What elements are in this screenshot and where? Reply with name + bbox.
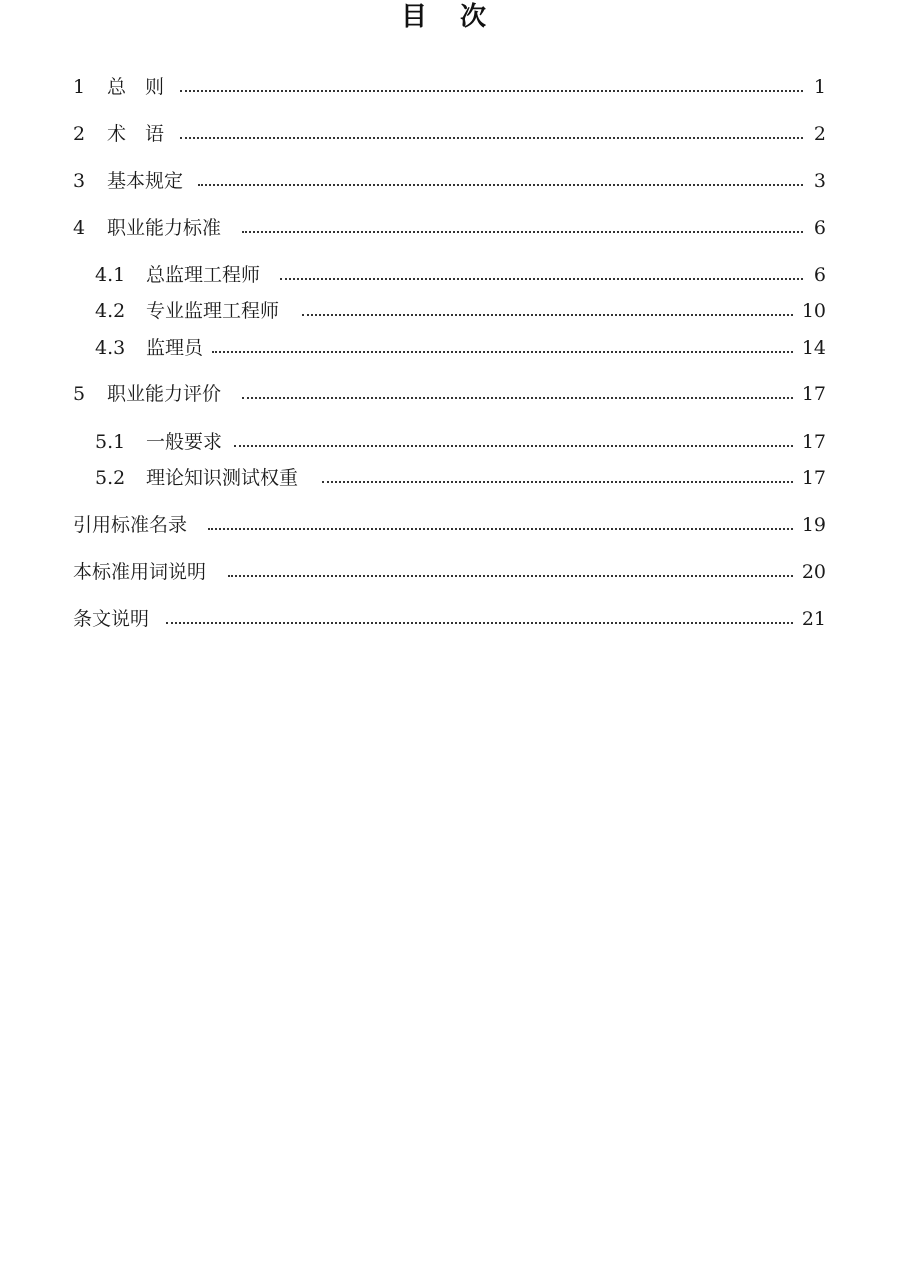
toc-leader-dots [166,622,793,624]
toc-leader-dots [228,575,793,577]
toc-entry-number: 5.1 [95,431,126,453]
toc-entry-title: 基本规定 [107,170,184,192]
toc-entry-page: 17 [801,467,826,489]
page-title: 目 次 [400,2,499,32]
toc-entry-page: 6 [813,264,826,286]
toc-entry-number: 5.2 [95,467,126,489]
toc-leader-dots [302,314,793,316]
toc-leader-dots [234,445,793,447]
toc-leader-dots [198,184,803,186]
toc-entry-number: 5 [73,383,86,405]
toc-entry-number: 3 [73,170,86,192]
toc-entry-number: 4.1 [95,264,126,286]
toc-entry[interactable] [0,512,899,538]
toc-entry-title: 条文说明 [73,608,150,630]
toc-entry[interactable] [0,298,899,324]
toc-entry-title: 本标准用词说明 [73,561,207,583]
toc-entry[interactable] [0,121,899,147]
toc-leader-dots [180,137,803,139]
toc-entry-title: 职业能力评价 [107,383,222,405]
toc-leader-dots [180,90,803,92]
toc-entry[interactable] [0,168,899,194]
toc-entry-number: 4 [73,217,86,239]
toc-entry-page: 10 [801,300,826,322]
toc-entry[interactable] [0,465,899,491]
toc-entry-page: 1 [813,76,826,98]
toc-entry-title: 理论知识测试权重 [146,467,299,489]
toc-entry[interactable] [0,74,899,100]
toc-leader-dots [208,528,793,530]
toc-entry-title: 总监理工程师 [146,264,261,286]
toc-entry-page: 14 [801,337,826,359]
toc-entry-title: 监理员 [146,337,204,359]
toc-entry-number: 1 [73,76,86,98]
toc-entry-page: 17 [801,383,826,405]
toc-entry-page: 17 [801,431,826,453]
toc-entry-label [95,335,203,361]
toc-entry-label [73,559,206,585]
toc-entry-number: 4.2 [95,300,126,322]
toc-entry-label [95,465,298,491]
toc-leader-dots [242,397,793,399]
toc-entry-page: 6 [813,217,826,239]
toc-entry-page: 3 [813,170,826,192]
toc-entry[interactable] [0,559,899,585]
toc-entry-label [95,429,222,455]
toc-entry-page: 21 [801,608,826,630]
toc-entry-page: 2 [813,123,826,145]
toc-entry-page: 20 [801,561,826,583]
toc-leader-dots [242,231,803,233]
toc-entry-title: 一般要求 [146,431,223,453]
toc-entry[interactable] [0,262,899,288]
toc-entry[interactable] [0,429,899,455]
toc-entry[interactable] [0,335,899,361]
toc-entry-label [95,298,279,324]
toc-entry-label [73,74,164,100]
toc-entry-title: 引用标准名录 [73,514,188,536]
toc-leader-dots [280,278,803,280]
toc-leader-dots [322,481,793,483]
toc-entry-label [73,121,164,147]
toc-entry-label [73,381,221,407]
toc-entry-label [73,168,183,194]
toc-entry-title: 总 则 [107,76,165,98]
toc-entry-number: 2 [73,123,86,145]
toc-entry[interactable] [0,381,899,407]
toc-entry-number: 4.3 [95,337,126,359]
toc-leader-dots [212,351,793,353]
toc-entry-label [73,512,187,538]
toc-entry-label [95,262,260,288]
toc-entry-label [73,215,221,241]
toc-entry-title: 专业监理工程师 [146,300,280,322]
toc-entry-page: 19 [801,514,826,536]
toc-entry[interactable] [0,215,899,241]
toc-entry[interactable] [0,606,899,632]
toc-entry-label [73,606,149,632]
toc-entry-title: 术 语 [107,123,165,145]
toc-entry-title: 职业能力标准 [107,217,222,239]
